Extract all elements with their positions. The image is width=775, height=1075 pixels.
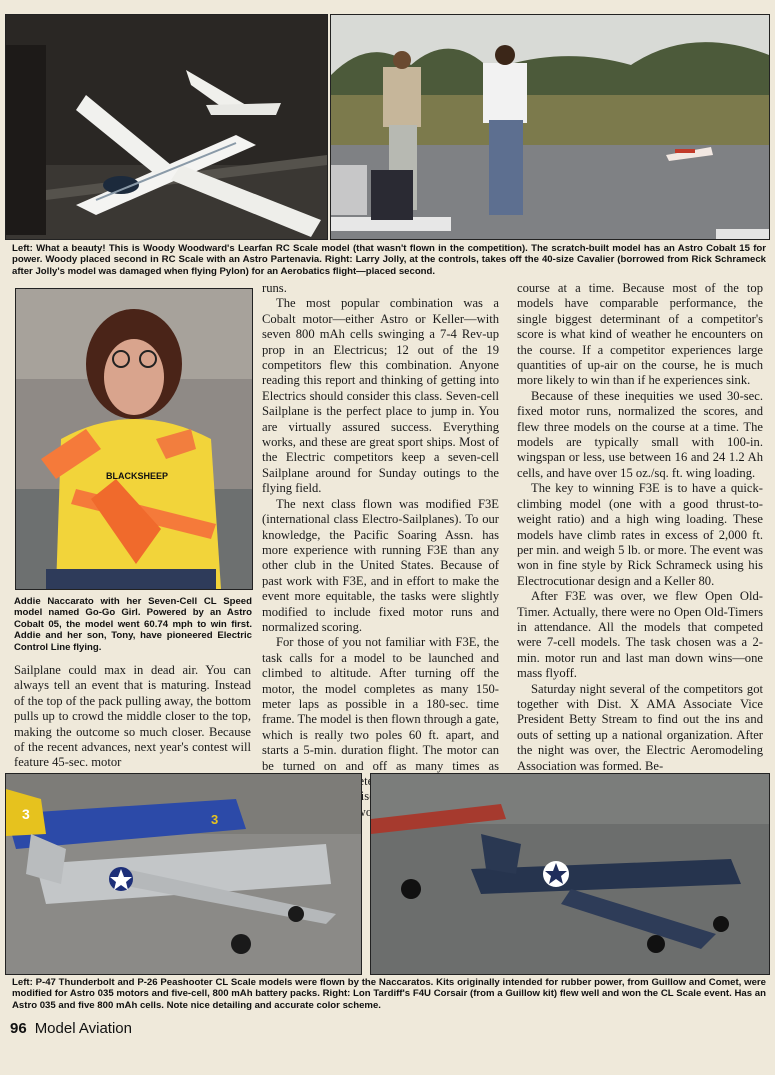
photo-p47-image xyxy=(6,774,361,974)
col1-paragraph: Sailplane could max in dead air. You can always tell an event that is maturing. Instead of the top of the pack pulling away, the bottom pulls up to crowd the middle closer to the top, making the outcome so much closer. Because of the recent advances, next year's contest will feature 45-sec. motor xyxy=(14,663,251,770)
col2-p2: The most popular combination was a Cobalt motor—either Astro or Keller—with seven 800 mAh cells swinging a 7-4 Rev-up prop in an Electricus; 12 out of the 19 competitors flew this combination. Anyone reading this report and thinking of getting into Electrics should consider this class. Seven-cell Sailplane is the perfect place to jump in. You are virtually assured success. Everything works, and these are great sport ships. Most of the Electric competitors keep a seven-cell Sailplane around for Sunday outings to the flying field. xyxy=(262,296,499,496)
col3-p4: After F3E was over, we flew Open Old-Timer. Actually, there were no Open Old-Timers in attendance. All the models that competed were 7-cell models. The task chosen was a 2-min. motor run and last man down wins—one mass flyoff. xyxy=(517,589,763,681)
photo-larry-jolly-takeoff xyxy=(330,14,770,240)
body-column-1 xyxy=(14,663,251,771)
col3-p2: Because of these inequities we used 30-sec. fixed motor runs, normalized the scores, and flew three models on the course at a time. The models are typically small with 100-in. wingspan or less, use between 16 and 24 1.2 Ah cells, and have over 15 oz./sq. ft. wing loading. xyxy=(517,388,763,480)
body-column-2 xyxy=(262,281,499,820)
col3-p3: The key to winning F3E is to have a quick-climbing model (one with a good thrust-to-weight ratio) and a high wing loading. These models have climb rates in excess of 2,000 ft. per min. and weigh 5 lb. or more. The event was won in fine style by Rick Schrameck using his Electrocutionar design and a Keller 80. xyxy=(517,481,763,588)
col3-p1: course at a time. Because most of the top models have comparable performance, the single biggest determinant of a competitor's score is what kind of weather he encounters on the course. If a competitor experiences large quantities of up-air on the course, he is much more likely to win than if he experiences sink. xyxy=(517,281,763,388)
photo-larry-jolly-image xyxy=(331,15,769,239)
magazine-name: Model Aviation xyxy=(34,1020,132,1037)
wing-number: 3 xyxy=(211,812,219,827)
tail-number: 3 xyxy=(22,806,30,822)
body-column-3 xyxy=(517,281,763,774)
caption-top-photos: Left: What a beauty! This is Woody Woodward's Learfan RC Scale model (that wasn't flown in the competition). The scratch-built model has an Astro Cobalt 15 for power. Woody placed second in RC Scale with an Astro Partenavia. Right: Larry Jolly, at the controls, takes off the 40-size Cavalier (borrowed from Rick Schrameck after Jolly's model was damaged when flying Pylon) for an Aerobatics flight—placed second. xyxy=(12,243,766,277)
photo-learfan-model xyxy=(5,14,328,240)
caption-addie: Addie Naccarato with her Seven-Cell CL Speed model named Go-Go Girl. Powered by an Astro Cobalt 05, the model went 60.74 mph to win first. Addie and her son, Tony, have pioneered Electric Control Line flying. xyxy=(14,596,252,653)
col2-p1: runs. xyxy=(262,281,287,295)
col3-p5: Saturday night several of the competitors got together with Dist. X AMA Associate Vice President Betty Stream to find out the ins and outs of setting up a national organization. After the night was over, the Electric Aeromodeling Association was formed. Be- xyxy=(517,681,763,773)
col2-p4: For those of you not familiar with F3E, the task calls for a model to be launched and climbed to altitude. After turning off the motor, the model completes as many 150-meter laps as possible in a 180-sec. time frame. The model is then flown through a gate, which is really two poles 60 ft. apart, and starts a 5-min. duration flight. The motor can be turned on and off as many times as xyxy=(262,635,499,773)
shirt-lettering: BLACKSHEEP xyxy=(106,471,169,481)
col2-p5: arises two, xyxy=(351,789,380,819)
caption-bottom-photos: Left: P-47 Thunderbolt and P-26 Peashooter CL Scale models were flown by the Naccaratos. Kits originally intended for rubber power, from Guillow and Comet, were modified for Astro 035 motors and five-cell, 800 mAh battery packs. Right: Lon Tardiff's F4U Corsair (from a Guillow kit) flew well and won the CL Scale event. Has an Astro 035 and five 800 mAh cells. Note nice detailing and accurate color scheme. xyxy=(12,977,766,1011)
photo-learfan-image xyxy=(6,15,327,239)
photo-f4u-corsair xyxy=(370,773,770,975)
page-footer xyxy=(10,1020,132,1037)
col2-p3: The next class flown was modified F3E (international class Electro-Sailplanes). To our knowledge, the Pacific Soaring Assn. has more experience with running F3E than any other club in the United States. Because of past work with F3E, and in effort to make the event more equitable, the tasks were slightly modified to include fixed motor runs and normalized scoring. xyxy=(262,496,499,634)
page-number: 96 xyxy=(10,1020,27,1037)
photo-corsair-image xyxy=(371,774,769,974)
photo-addie-image xyxy=(16,289,252,589)
photo-p47-p26-models xyxy=(5,773,362,975)
photo-addie-naccarato xyxy=(15,288,253,590)
